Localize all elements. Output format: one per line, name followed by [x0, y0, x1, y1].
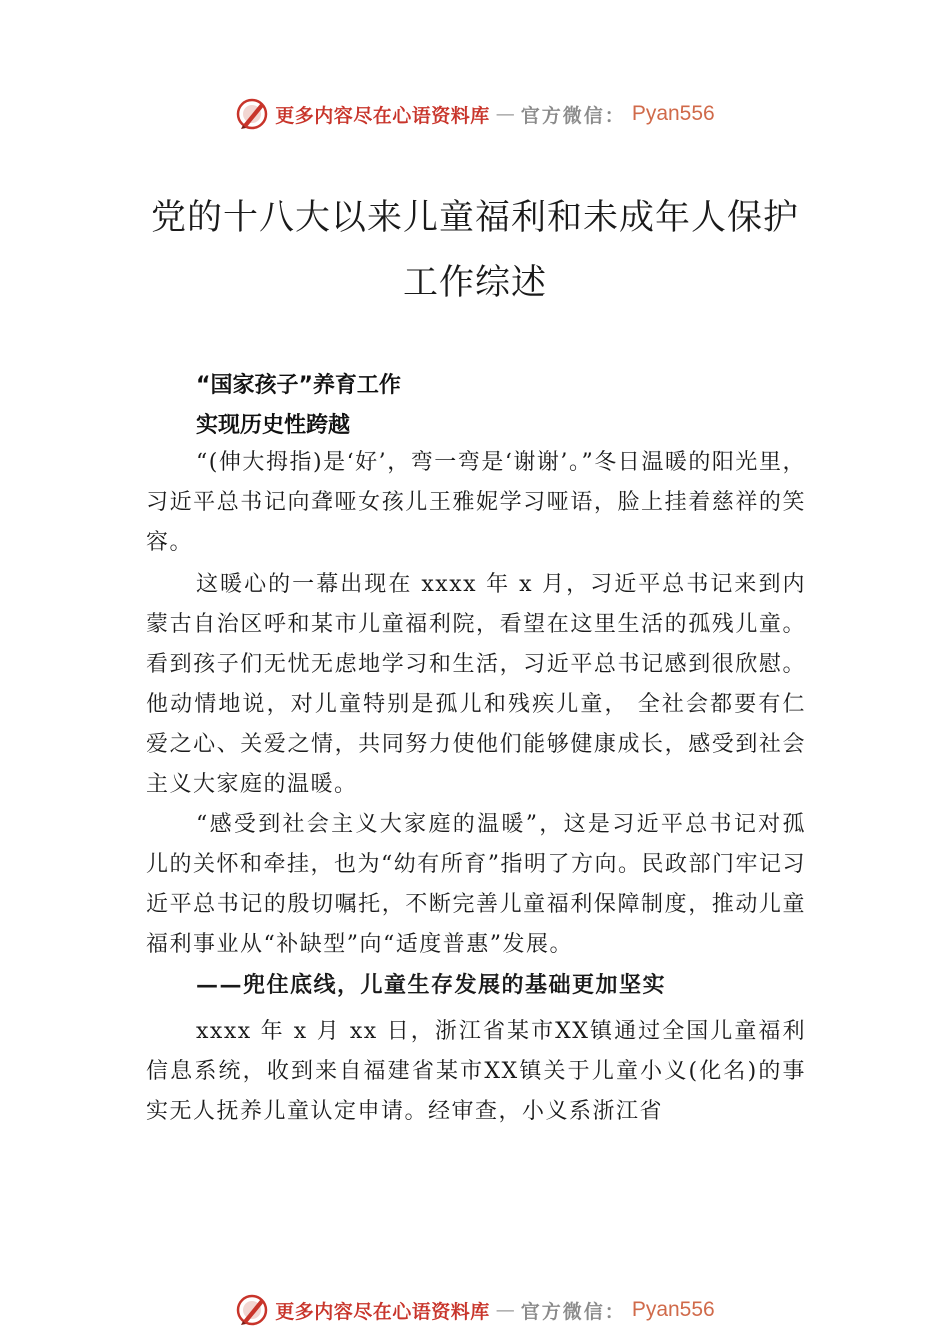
watermark-wechat-id: Pyan556: [631, 102, 715, 125]
body-paragraph: xxxx 年 x 月 xx 日，浙江省某市XX镇通过全国儿童福利信息系统，收到来自福建省某市XX镇关于儿童小义(化名)的事实无人抚养儿童认定申请。经审查，小义系浙江省: [146, 1019, 806, 1124]
section-heading-line2: 实现历史性跨越: [196, 413, 351, 438]
body-paragraph: “感受到社会主义大家庭的温暖”，这是习近平总书记对孤儿的关怀和牵挂，也为“幼有所育”指明了方向。民政部门牢记习近平总书记的殷切嘱托，不断完善儿童福利保障制度，推动儿童福利事业从“补缺型”向“适度普惠”发展。: [146, 812, 806, 957]
body-paragraph: “(伸大拇指)是‘好’，弯一弯是‘谢谢’。”冬日温暖的阳光里，习近平总书记向聋哑女孩儿王雅妮学习哑语，脸上挂着慈祥的笑容。: [146, 450, 806, 555]
body-paragraph: 这暖心的一幕出现在 xxxx 年 x 月，习近平总书记来到内蒙古自治区呼和某市儿童福利院，看望在这里生活的孤残儿童。看到孩子们无忧无虑地学习和生活，习近平总书记感到很欣慰。他动情地说，对儿童特别是孤儿和残疾儿童， 全社会都要有仁爱之心、关爱之情，共同努力使他们能够健康成长，感受到社会主义大家庭的温暖。: [146, 572, 806, 797]
watermark-footer: [0, 1290, 950, 1330]
watermark-brand: 更多内容尽在心语资料库: [275, 104, 490, 127]
watermark-official: 官方微信：: [520, 1300, 626, 1323]
watermark-official: 官方微信：: [520, 104, 626, 127]
pen-logo-icon: [235, 97, 269, 131]
watermark-dash: —: [495, 1299, 515, 1321]
document-title-line1: 党的十八大以来儿童福利和未成年人保护: [150, 198, 799, 238]
watermark-dash: —: [495, 103, 515, 125]
watermark-brand: 更多内容尽在心语资料库: [275, 1300, 490, 1323]
document-title-line2: 工作综述: [402, 263, 547, 303]
watermark-header: [0, 94, 950, 134]
pen-logo-icon: [235, 1293, 269, 1327]
watermark-wechat-id: Pyan556: [631, 1298, 715, 1321]
subsection-heading: ——兜住底线，儿童生存发展的基础更加坚实: [196, 972, 667, 998]
section-heading-line1: “国家孩子”养育工作: [196, 373, 401, 398]
